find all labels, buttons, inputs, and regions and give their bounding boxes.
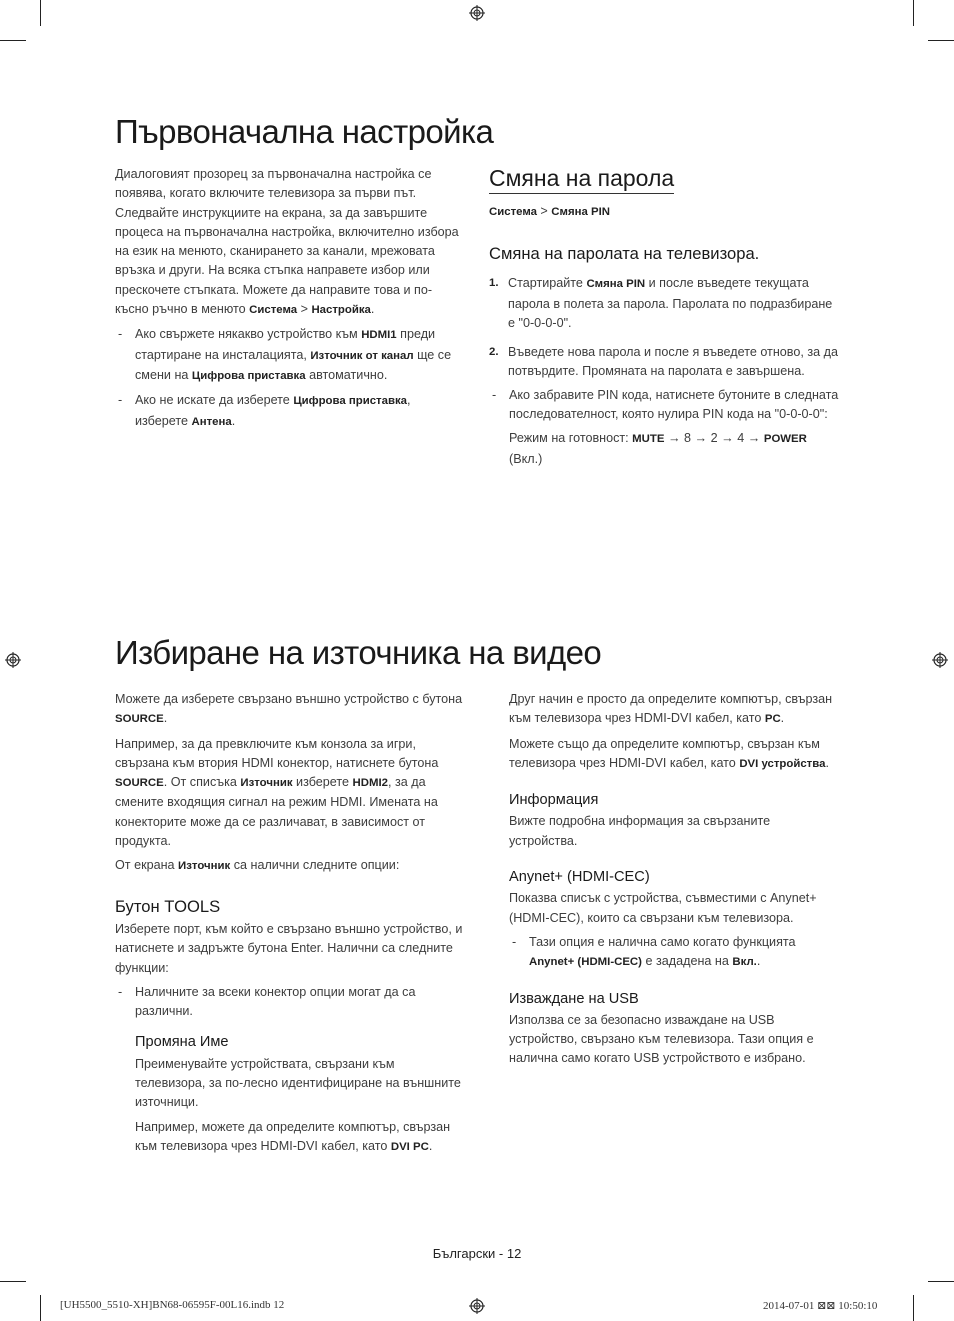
note-hdmi1: - Ако свържете някакво устройство към HDMI1 преди стартиране на инсталацията, Източник от канал ще се смени на Цифрова приставка автоматично. xyxy=(118,327,452,382)
crop-mark xyxy=(0,1281,26,1282)
password-heading: Смяна на парола xyxy=(489,165,674,194)
source-options-intro: От екрана Източник са налични следните опции: xyxy=(115,858,400,873)
print-footer-file: [UH5500_5510-XH]BN68-06595F-00L16.indb 12 xyxy=(60,1299,285,1311)
rename-pc-example: Друг начин е просто да определите компютър, свързан към телевизора чрез HDMI-DVI кабел, като PC. xyxy=(509,692,833,726)
info-heading: Информация xyxy=(509,792,599,809)
info-text: Вижте подробна информация за свързаните устройства. xyxy=(509,814,771,848)
rename-block xyxy=(115,1033,467,1157)
crop-mark xyxy=(913,1295,914,1321)
password-forgot-note: - Ако забравите PIN кода, натиснете бутоните в следната последователност, която нулира PIN кода на "0-0-0-0": xyxy=(492,387,839,422)
bullet-dash: - xyxy=(118,327,123,342)
crop-mark xyxy=(913,0,914,26)
registration-mark-icon xyxy=(469,5,485,21)
section-title-initial-setup: Първоначална настройка xyxy=(115,113,494,150)
crop-mark xyxy=(0,40,26,41)
source-left-column xyxy=(115,690,467,1157)
tools-note: - Наличните за всеки конектор опции могат да са различни. xyxy=(118,984,416,1019)
password-step-2: 2. Въведете нова парола и после я въведете отново, за да потвърдите. Промяната на паролата е завършена. xyxy=(489,345,838,379)
registration-mark-icon xyxy=(932,652,948,668)
rename-example: Например, можете да определите компютър, свързан към телевизора чрез HDMI-DVI кабел, като DVI PC. xyxy=(135,1119,451,1153)
tools-heading: Бутон TOOLS xyxy=(115,896,221,916)
rename-text: Преименувайте устройствата, свързани към телевизора, за по-лесно идентифициране на външните източници. xyxy=(135,1056,461,1110)
bullet-dash: - xyxy=(492,387,497,402)
bullet-dash: - xyxy=(512,934,517,949)
bullet-dash: - xyxy=(118,393,123,408)
rename-dvi-example: Можете също да определите компютър, свързан към телевизора чрез HDMI-DVI кабел, като DVI устройства. xyxy=(509,736,829,770)
print-footer-date: 2014-07-01 ⊠⊠ 10:50:10 xyxy=(763,1300,878,1312)
anynet-text: Показва списък с устройства, съвместими с Anynet+ (HDMI-CEC), които са свързани към телевизора. xyxy=(509,891,817,925)
page-number: Български - 12 xyxy=(432,1246,522,1261)
anynet-heading: Anynet+ (HDMI-CEC) xyxy=(509,869,650,886)
crop-mark xyxy=(928,1281,954,1282)
crop-mark xyxy=(40,1295,41,1321)
source-intro: Можете да изберете свързано външно устройство с бутона SOURCE. xyxy=(115,692,463,726)
usb-heading: Изваждане на USB xyxy=(509,990,639,1007)
section-title-video-source: Избиране на източника на видео xyxy=(115,634,602,671)
bullet-dash: - xyxy=(118,984,123,999)
password-column xyxy=(489,165,839,469)
anynet-note: - Тази опция е налична само когато функцията Anynet+ (HDMI-CEC) е зададена на Вкл.. xyxy=(512,934,796,969)
crop-mark xyxy=(928,40,954,41)
password-subheading: Смяна на паролата на телевизора. xyxy=(489,244,760,264)
password-step-1: 1. Стартирайте Смяна PIN и после въведете текущата парола в полета за парола. Паролата по подразбиране е "0-0-0-0". xyxy=(489,276,833,330)
note-antenna: - Ако не искате да изберете Цифрова приставка, изберете Антена. xyxy=(118,393,411,428)
rename-heading: Промяна Име xyxy=(135,1034,229,1051)
registration-mark-icon xyxy=(469,1298,485,1314)
initial-setup-intro: Диалоговият прозорец за първоначална настройка се появява, когато включите телевизора за първи път. Следвайте инструкциите на екрана, за да завършите процеса на първоначална настройка, включително избора на език на менюто, сканирането за канали, мрежовата връзка и други. На всяка стъпка направете избор или прескочете стъпката. Можете да направите това и по-късно ръчно в менюто Система > Настройка. xyxy=(115,167,459,317)
standby-sequence: Режим на готовност: MUTE → 8 → 2 → 4 → POWER (Вкл.) xyxy=(509,431,807,466)
password-menu-path: Система > Смяна PIN xyxy=(489,204,610,218)
source-example: Например, за да превключите към конзола за игри, свързана към втория HDMI конектор, натиснете бутона SOURCE. От списъка Източник изберете HDMI2, за да смените входящия сигнал на режим HDMI. Имената на конекторите може да се различават, в зависимост от продукта. xyxy=(115,736,439,849)
source-right-column xyxy=(509,690,841,1069)
initial-setup-column xyxy=(115,165,462,432)
registration-mark-icon xyxy=(5,652,21,668)
crop-mark xyxy=(40,0,41,26)
usb-text: Използва се за безопасно изваждане на USB устройство, свързано към телевизора. Тази опция е налична само когато USB устройството е избрано. xyxy=(509,1012,814,1066)
tools-text: Изберете порт, към който е свързано външно устройство, и натиснете и задръжте бутона Enter. Налични са следните функции: xyxy=(115,921,463,975)
